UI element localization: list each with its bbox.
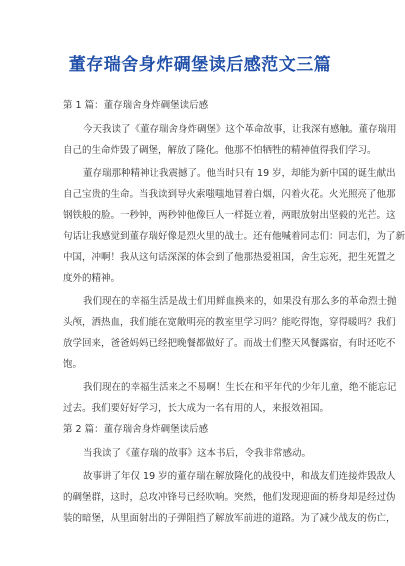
paragraph [63, 466, 396, 529]
paragraph-line: 故事讲了年仅 19 岁的董存瑞在解放隆化的战役中，和战友们连接炸毁敌人 [83, 471, 396, 482]
paragraph-line: 句话让我感觉到董存瑞好像是烈火里的战士。还有他喊着同志们：同志们，为了新 [63, 231, 405, 242]
paragraph [63, 291, 397, 375]
paragraph-line: 饱。 [63, 359, 83, 370]
paragraph [63, 163, 405, 289]
paragraph-line: 中国，冲啊！我从这句话深深的体会到了他那热爱祖国，舍生忘死，把生死置之 [63, 252, 396, 263]
paragraph-line: 董存瑞那种精神让我震撼了。他当时只有 19 岁，却能为新中国的诞生献出 [83, 168, 396, 179]
paragraph-line: 自己宝贵的生命。当我读到导火索嗤嗤地冒着白烟，闪着火花。火光照亮了他那 [63, 189, 396, 200]
paragraph [63, 377, 397, 419]
document-body [63, 95, 405, 531]
paragraph-line: 的碉堡群，这时，总攻冲锋号已经吹响。突然，他们发现迎面的桥身却是经过伪 [63, 492, 396, 503]
paragraph-line: 钢铁般的脸。一秒钟，两秒钟他像巨人一样挺立着，两眼放射出坚毅的光芒。这 [63, 210, 396, 221]
paragraph [63, 443, 348, 464]
paragraph-line: 放学回来，爸爸妈妈已经把晚餐都做好了。而战士们整天风餐露宿，有时还吃不 [63, 338, 396, 349]
paragraph-line: 过去。我们要好好学习，长大成为一名有用的人，来报效祖国。 [63, 403, 330, 414]
paragraph-line: 我们现在的幸福生活来之不易啊！生长在和平年代的少年儿童，绝不能忘记 [83, 382, 397, 393]
paragraph-line: 装的暗堡，从里面射出的子弹阻挡了解放军前进的道路。为了减少战友的伤亡， [63, 513, 396, 524]
paragraph-line: 头颅，洒热血，我们能在宽敞明亮的教室里学习吗？能吃得饱，穿得暖吗？我们 [63, 317, 396, 328]
section-heading: 第 1 篇：董存瑞舍身炸碉堡读后感 [63, 100, 209, 111]
document-title: 董存瑞舍身炸碉堡读后感范文三篇 [68, 55, 332, 75]
paragraph-line: 当我读了《董存瑞的故事》这本书后，令我非常感动。 [83, 448, 312, 459]
paragraph [63, 119, 397, 161]
paragraph-line: 我们现在的幸福生活是战士们用鲜血换来的，如果没有那么多的革命烈士抛 [83, 296, 397, 307]
paragraph-line: 度外的精神。 [63, 273, 121, 284]
paragraph-line: 自己的生命炸毁了碉堡，解放了隆化。他那不怕牺牲的精神值得我们学习。 [63, 145, 377, 156]
paragraph-line: 今天我读了《董存瑞舍身炸碉堡》这个革命故事，让我深有感触。董存瑞用 [83, 124, 397, 135]
section-heading: 第 2 篇：董存瑞舍身炸碉堡读后感 [63, 424, 209, 435]
